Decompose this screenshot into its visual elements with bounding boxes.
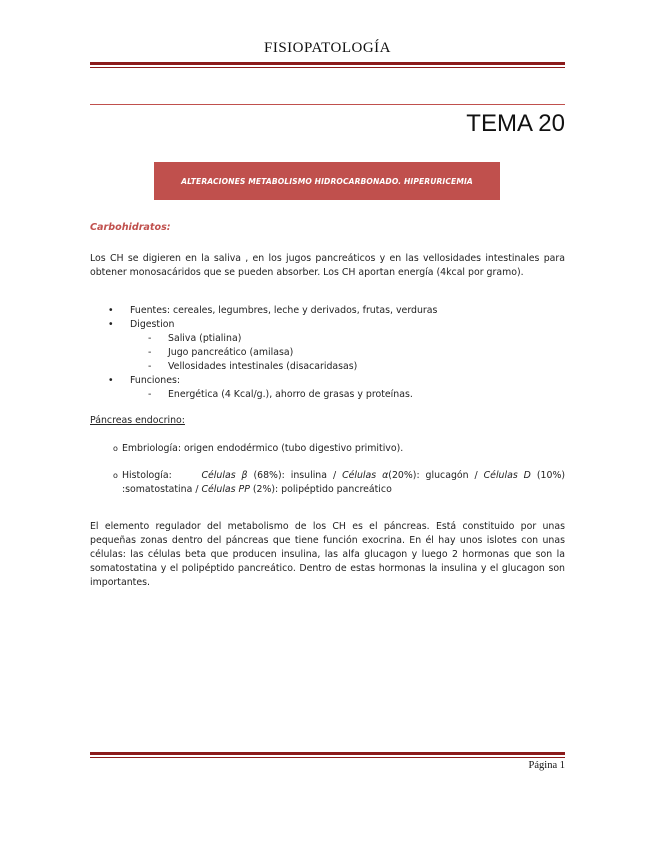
sub-item-jugo <box>148 346 293 360</box>
cell-alpha-desc: (20%): glucagón / <box>388 470 478 481</box>
header-rule-thin <box>90 67 565 68</box>
topic-banner <box>154 162 500 200</box>
cell-type-pp: Células PP <box>201 484 250 495</box>
cell-type-alpha: Células α <box>342 470 389 481</box>
document-header-title: FISIOPATOLOGÍA <box>263 40 392 56</box>
header-rule-thick <box>90 62 565 65</box>
dash-icon: - <box>148 347 152 358</box>
section-heading-carbohidratos: Carbohidratos: <box>90 222 171 233</box>
histologia-label: Histología: <box>122 470 172 481</box>
circle-bullet-icon: o <box>113 444 118 453</box>
sub-item-saliva <box>148 332 241 346</box>
dash-icon: - <box>148 361 152 372</box>
cell-beta-desc: (68%): insulina / <box>253 470 337 481</box>
sub-item-label: Energética (4 Kcal/g.), ahorro de grasas y proteínas. <box>168 389 413 400</box>
topic-banner-text: ALTERACIONES METABOLISMO HIDROCARBONADO. HIPERURICEMIA <box>181 176 473 186</box>
bullet-dot-icon: • <box>108 305 114 316</box>
circle-item-text <box>122 469 565 497</box>
cell-type-beta: Células β <box>201 470 248 481</box>
circle-item-text: Embriología: origen endodérmico (tubo digestivo primitivo). <box>122 443 404 454</box>
sub-item-vellosidades <box>148 360 357 374</box>
footer-rule-thin <box>90 757 565 758</box>
title-rule <box>90 104 565 105</box>
sub-item-label: Vellosidades intestinales (disacaridasas) <box>168 361 358 372</box>
paragraph-pancreas-regulador: El elemento regulador del metabolismo de los CH es el páncreas. Está constituido por unas pequeñas zonas dentro del páncreas que tiene función exocrina. En él hay unos islotes con unas células: las células beta que producen insulina, las alfa glucagon y luego 2 hormonas que son la somatostatina y el polipéptido pancreático. Dentro de estas hormonas la insulina y el glucagon son importantes. <box>90 521 565 588</box>
bullet-dot-icon: • <box>108 375 114 386</box>
footer-rule-thick <box>90 752 565 755</box>
sub-item-energetica <box>148 388 413 402</box>
section-heading-pancreas: Páncreas endocrino: <box>90 415 185 426</box>
bullet-label: Fuentes: cereales, legumbres, leche y derivados, frutas, verduras <box>130 305 438 316</box>
topic-number: TEMA 20 <box>466 110 565 137</box>
cell-type-d: Células D <box>483 470 531 481</box>
cell-pp-desc: (2%): polipéptido pancreático <box>252 484 392 495</box>
paragraph-carbohidratos: Los CH se digieren en la saliva , en los jugos pancreáticos y en las vellosidades intestinales para obtener monosacáridos que se pueden absorber. Los CH aportan energía (4kcal por gramo). <box>90 253 565 278</box>
sub-item-label: Saliva (ptialina) <box>168 333 242 344</box>
bullet-label: Funciones: <box>130 375 181 386</box>
page-number: Página 1 <box>528 760 565 771</box>
dash-icon: - <box>148 389 152 400</box>
bullet-label: Digestion <box>130 319 175 330</box>
sub-item-label: Jugo pancreático (amilasa) <box>168 347 294 358</box>
circle-bullet-icon: o <box>113 471 118 480</box>
bullet-dot-icon: • <box>108 319 114 330</box>
dash-icon: - <box>148 333 152 344</box>
cell-d-desc: (10%) :somatostatina / <box>122 470 566 495</box>
